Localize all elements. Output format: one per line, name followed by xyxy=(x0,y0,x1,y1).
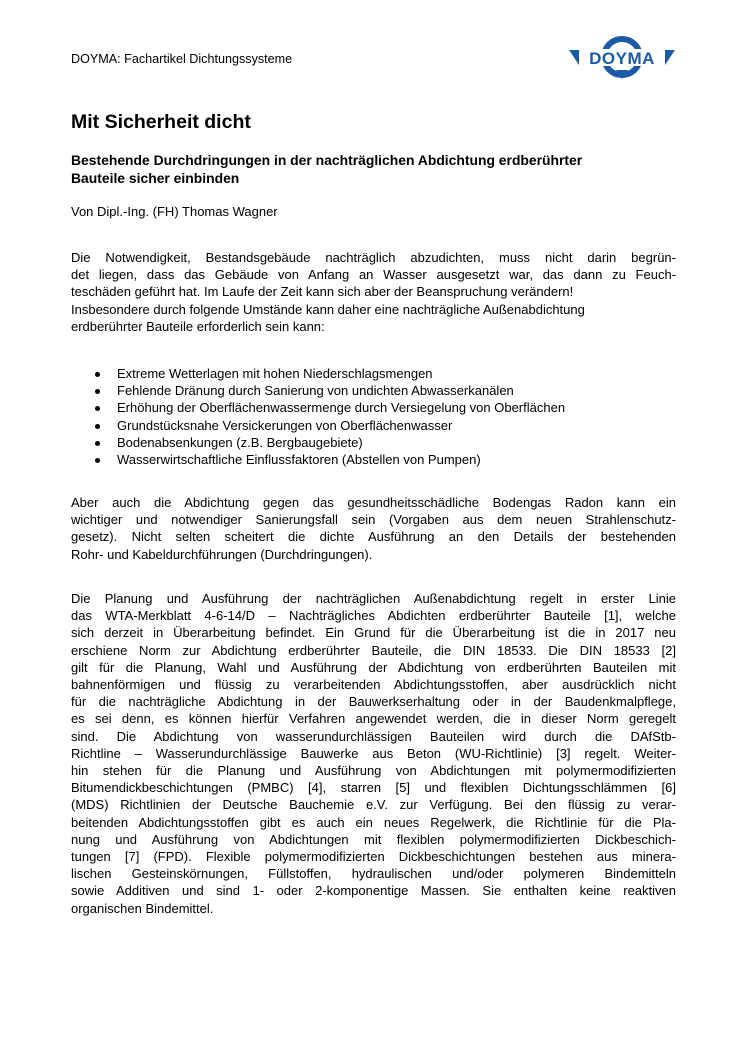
paragraph-line: lischen Gesteinskörnungen, Füllstoffen, hydraulischen und/oder polymeren Bindemitteln xyxy=(71,866,676,882)
bullet-icon xyxy=(95,458,100,463)
paragraph-line: sich derzeit in Überarbeitung befindet. Ein Grund für die Überarbeitung ist die in 2017 neu xyxy=(71,625,676,641)
list-item xyxy=(71,365,676,382)
paragraph-line: beitenden Abdichtungsstoffen gibt es auch ein neues Regelwerk, die Richtlinie für die Pla- xyxy=(71,814,676,830)
list-item-text: Bodenabsenkungen (z.B. Bergbaugebiete) xyxy=(117,434,363,450)
circumstances-list xyxy=(71,365,676,468)
paragraph-line: wichtiger und notwendiger Sanierungsfall sein (Vorgaben aus dem neuen Strahlenschutz- xyxy=(71,512,676,528)
paragraph-line: teschäden geführt hat. Im Laufe der Zeit kann sich aber der Beanspruchung verändern! xyxy=(71,284,574,300)
paragraph-regulations xyxy=(71,590,676,917)
list-item-text: Fehlende Dränung durch Sanierung von undichten Abwasserkanälen xyxy=(117,383,514,399)
list-item-text: Wasserwirtschaftliche Einflussfaktoren (Abstellen von Pumpen) xyxy=(117,452,481,468)
bullet-icon xyxy=(95,406,100,411)
paragraph-line: organischen Bindemittel. xyxy=(71,900,214,916)
bullet-icon xyxy=(95,441,100,446)
bullet-icon xyxy=(95,372,100,377)
logo-lettering: DOYMA xyxy=(589,49,655,68)
paragraph-line: Bitumendickbeschichtungen (PMBC) [4], starren [5] und flexiblen Dichtungsschlämmen [6] xyxy=(71,780,676,796)
list-item xyxy=(71,382,676,399)
list-item xyxy=(71,417,676,434)
paragraph-line: gesetz). Nicht selten scheitert die dichte Ausführung an den Details der bestehenden xyxy=(71,529,676,545)
paragraph-line: es sei denn, es können hierfür Verfahren angewendet werden, die in dieser Norm geregelt xyxy=(71,711,676,727)
paragraph-line: Rohr- und Kabeldurchführungen (Durchdringungen). xyxy=(71,546,373,562)
paragraph-radon xyxy=(71,494,676,563)
paragraph-line: hin stehen für die Planung und Ausführung von Abdichtungen mit polymermodifizierten xyxy=(71,763,676,779)
doyma-logo xyxy=(569,34,675,80)
subtitle-line: Bestehende Durchdringungen in der nachträglichen Abdichtung erdberührter xyxy=(71,152,583,168)
article-author: Von Dipl.-Ing. (FH) Thomas Wagner xyxy=(71,204,278,219)
list-item-text: Grundstücksnahe Versickerungen von Oberflächenwasser xyxy=(117,417,453,433)
paragraph-line: tungen [7] (FPD). Flexible polymermodifizierten Dickbeschichtungen bestehen aus minera- xyxy=(71,849,676,865)
list-item xyxy=(71,451,676,468)
paragraph-line: erdberührter Bauteile erforderlich sein kann: xyxy=(71,318,325,334)
paragraph-line: Die Notwendigkeit, Bestandsgebäude nachträglich abzudichten, muss nicht darin begrün- xyxy=(71,250,676,265)
paragraph-line: erschiene Norm zur Abdichtung erdberührter Bauteile, die DIN 18533. Die DIN 18533 [2] xyxy=(71,642,676,658)
document-header: DOYMA: Fachartikel Dichtungssysteme xyxy=(71,52,293,66)
paragraph-line: sowie Additiven und sind 1- oder 2-komponentige Massen. Sie enthalten keine reaktiven xyxy=(71,883,676,899)
bullet-icon xyxy=(95,389,100,394)
paragraph-intro xyxy=(71,249,676,335)
paragraph-line: gilt für die Planung, Wahl und Ausführung der Abdichtung von erdberührten Bauteilen mit xyxy=(71,659,676,675)
paragraph-line: Aber auch die Abdichtung gegen das gesundheitsschädliche Bodengas Radon kann ein xyxy=(71,495,676,510)
paragraph-line: Insbesondere durch folgende Umstände kann daher eine nachträgliche Außenabdichtung xyxy=(71,301,585,317)
paragraph-line: das WTA-Merkblatt 4-6-14/D – Nachträgliches Abdichten erdberührter Bauteile [1], welche xyxy=(71,608,676,624)
article-subtitle xyxy=(71,152,676,187)
paragraph-line: (MDS) Richtlinien der Deutsche Bauchemie e.V. zur Verfügung. Bei den flüssig zu verar- xyxy=(71,797,676,813)
paragraph-line: Richtline – Wasserundurchlässige Bauwerke aus Beton (WU-Richtlinie) [3] regelt. Weiter- xyxy=(71,745,676,761)
paragraph-line: für die nachträgliche Abdichtung in der Bauwerkserhaltung oder in der Baudenkmalpflege, xyxy=(71,694,676,710)
subtitle-line: Bauteile sicher einbinden xyxy=(71,169,240,186)
list-item xyxy=(71,434,676,451)
paragraph-line: nung und Ausführung von Abdichtungen mit flexiblen polymermodifizierten Dickbeschich- xyxy=(71,831,676,847)
article-title: Mit Sicherheit dicht xyxy=(71,111,251,133)
paragraph-line: sind. Die Abdichtung von wasserundurchlässigen Bauteilen wird durch die DAfStb- xyxy=(71,728,676,744)
list-item-text: Erhöhung der Oberflächenwassermenge durch Versiegelung von Oberflächen xyxy=(117,400,566,416)
bullet-icon xyxy=(95,424,100,429)
list-item xyxy=(71,399,676,416)
paragraph-line: Die Planung und Ausführung der nachträglichen Außenabdichtung regelt in erster Linie xyxy=(71,591,676,606)
paragraph-line: bahnenförmigen und flüssig zu verarbeitenden Abdichtungsstoffen, aber ausdrücklich nicht xyxy=(71,677,676,693)
paragraph-line: det liegen, dass das Gebäude von Anfang an Wasser ausgesetzt war, das dann zu Feuch- xyxy=(71,267,676,283)
list-item-text: Extreme Wetterlagen mit hohen Niederschlagsmengen xyxy=(117,366,433,381)
